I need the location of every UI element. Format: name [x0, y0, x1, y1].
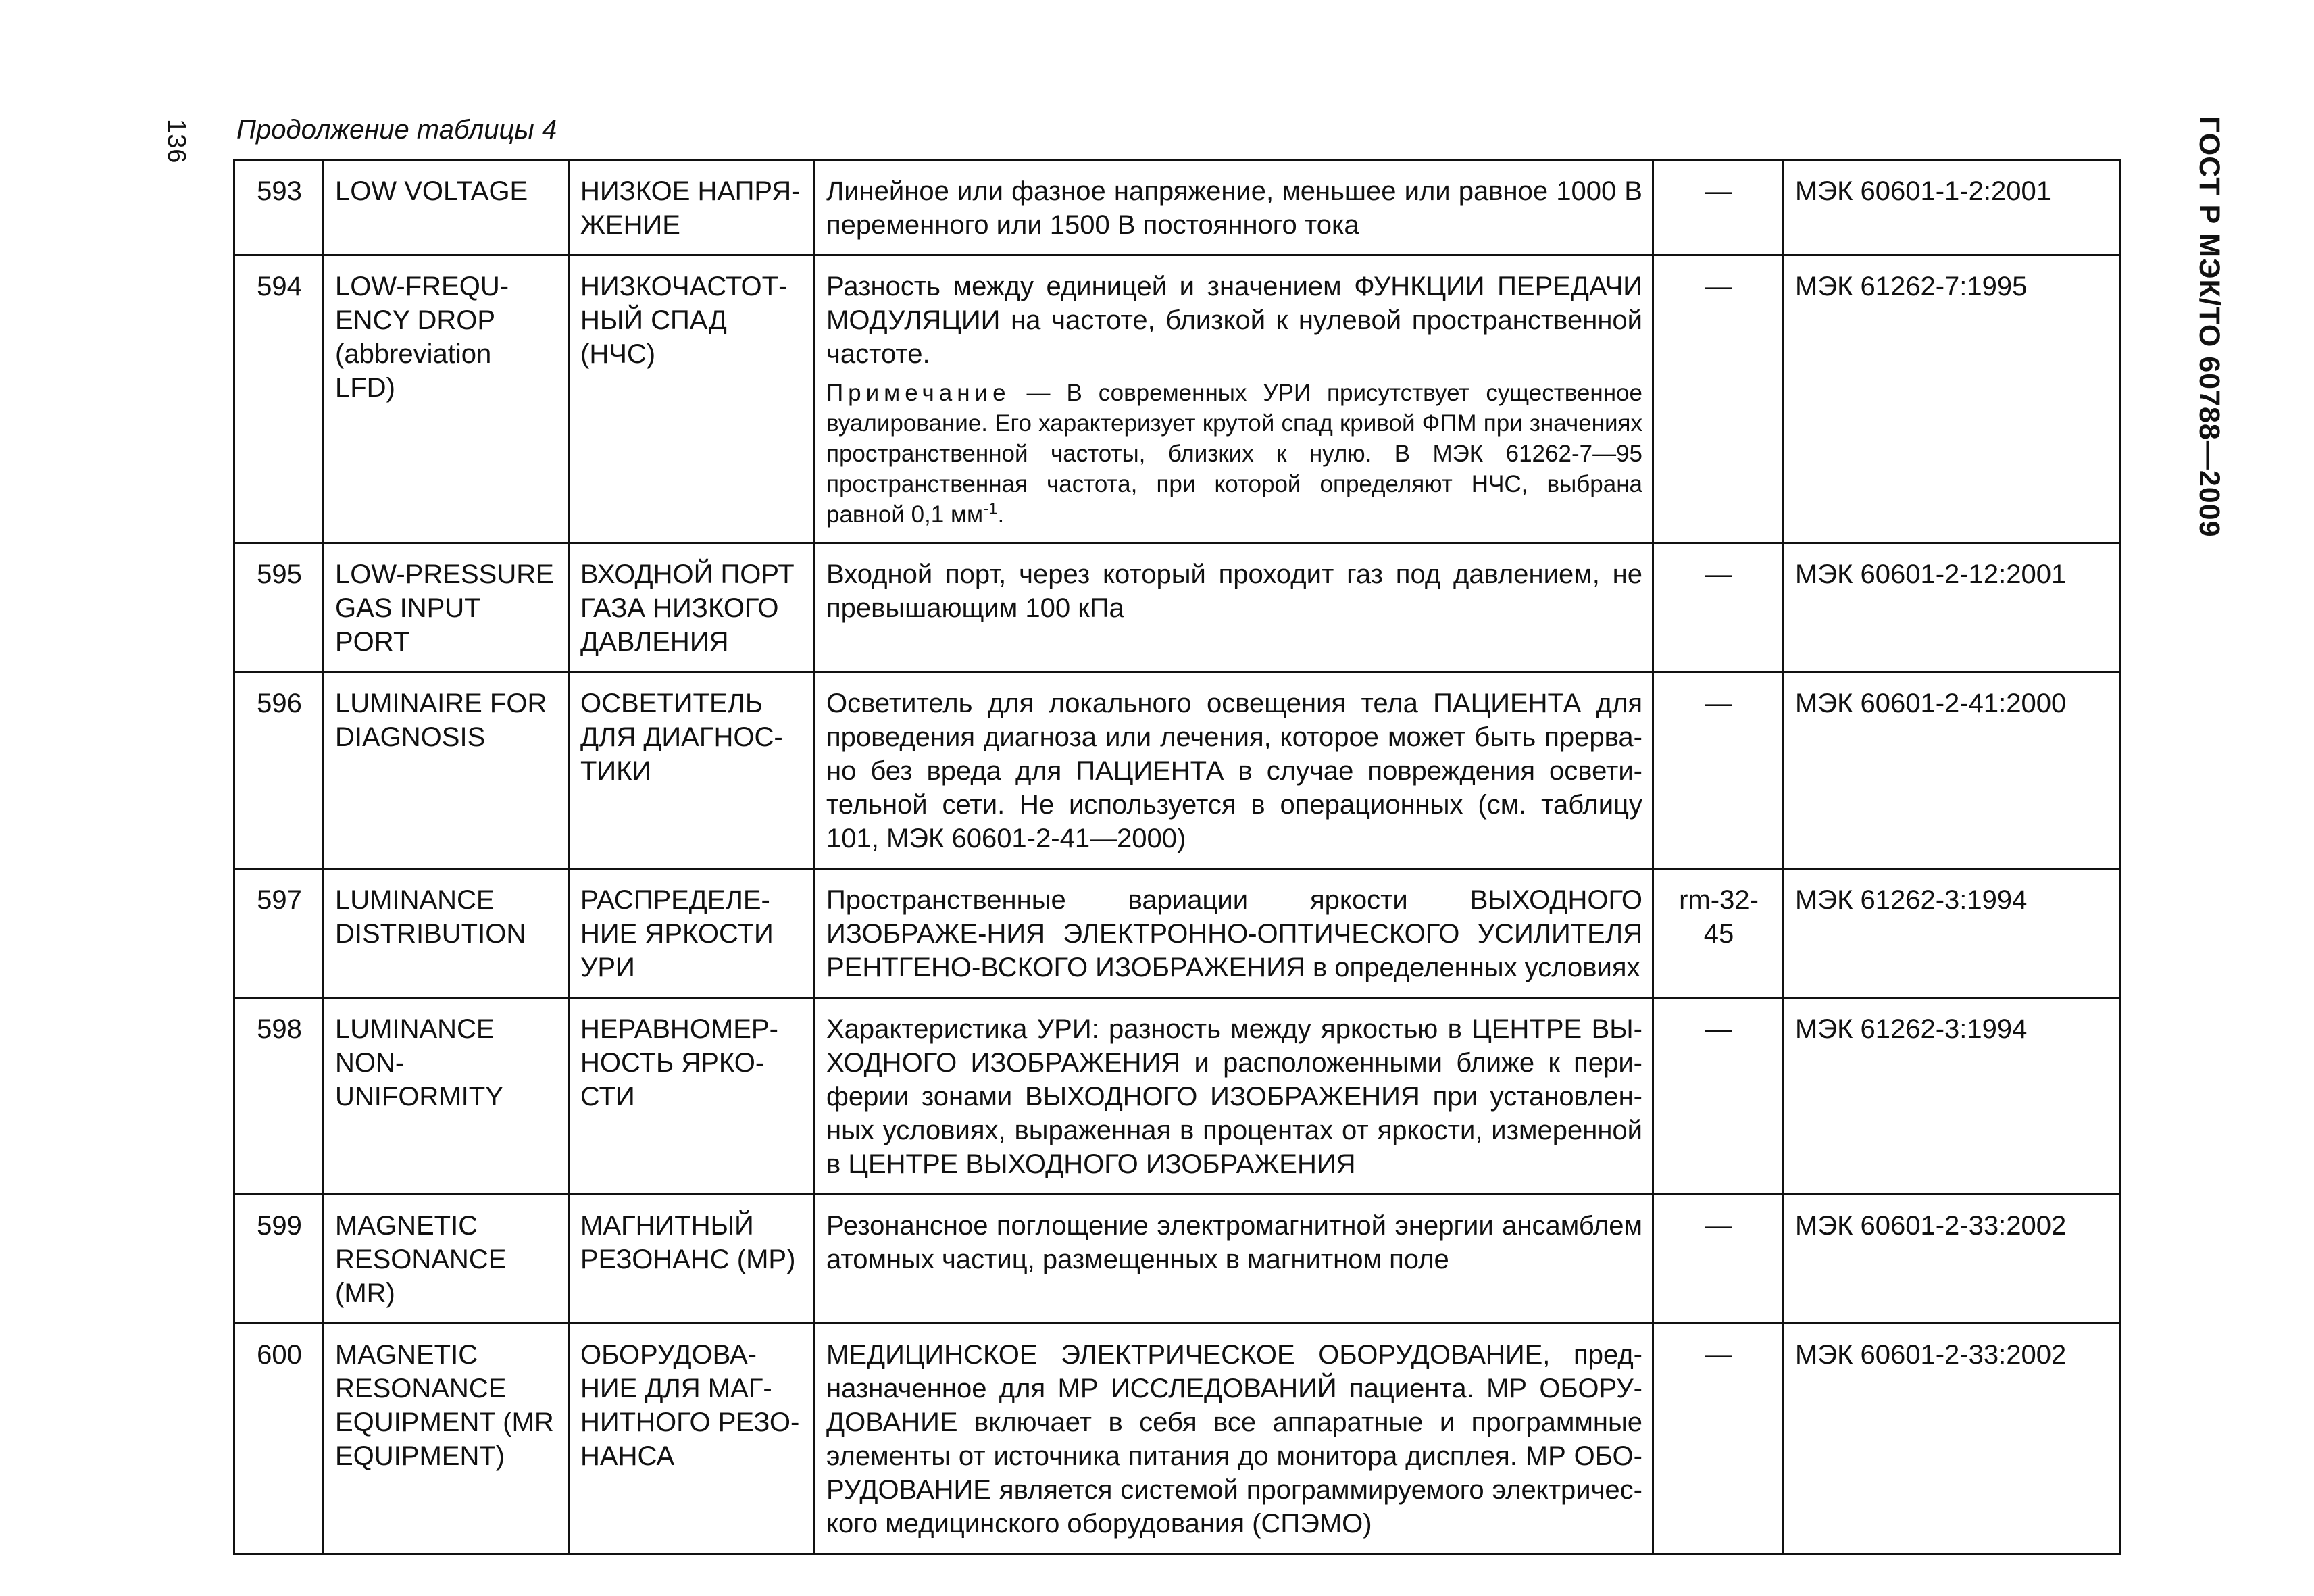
- term-symbol: —: [1653, 998, 1784, 1195]
- term-symbol: —: [1653, 1195, 1784, 1324]
- term-symbol: —: [1653, 672, 1784, 869]
- table-continuation-caption: Продолжение таблицы 4: [236, 115, 557, 145]
- term-english: MAGNETIC RESONANCE (MR): [324, 1195, 569, 1324]
- term-source: МЭК 61262-3:1994: [1784, 998, 2121, 1195]
- page-number: 136: [162, 119, 191, 164]
- term-definition: [815, 255, 1653, 543]
- table-row: [234, 672, 2121, 869]
- term-number: 596: [234, 672, 324, 869]
- term-russian: НЕРАВНОМЕР-НОСТЬ ЯРКО-СТИ: [569, 998, 815, 1195]
- term-english: MAGNETIC RESONANCE EQUIPMENT (MR EQUIPMENT): [324, 1324, 569, 1554]
- term-english: LUMINANCE DISTRIBUTION: [324, 869, 569, 998]
- term-source: МЭК 60601-2-41:2000: [1784, 672, 2121, 869]
- term-number: 598: [234, 998, 324, 1195]
- term-symbol: —: [1653, 1324, 1784, 1554]
- note-end: .: [997, 501, 1005, 528]
- term-number: 594: [234, 255, 324, 543]
- term-number: 599: [234, 1195, 324, 1324]
- term-russian: НИЗКОЕ НАПРЯ-ЖЕНИЕ: [569, 160, 815, 255]
- term-symbol: —: [1653, 160, 1784, 255]
- note-text: — В современных УРИ присутствует существенное вуалирование. Его характеризует крутой спад кривой ФПМ при значениях пространственной частоты, близких к нулю. В МЭК 61262-7—95 пространственная частота, при которой определяют НЧС, выбрана равной 0,1 мм: [826, 380, 1642, 528]
- term-symbol: —: [1653, 543, 1784, 672]
- term-number: 593: [234, 160, 324, 255]
- term-english: LOW-FREQU-ENCY DROP (abbreviation LFD): [324, 255, 569, 543]
- term-russian: МАГНИТНЫЙ РЕЗОНАНС (МР): [569, 1195, 815, 1324]
- term-source: МЭК 60601-2-33:2002: [1784, 1324, 2121, 1554]
- term-english: LUMINANCE NON-UNIFORMITY: [324, 998, 569, 1195]
- term-symbol: —: [1653, 255, 1784, 543]
- term-source: МЭК 61262-7:1995: [1784, 255, 2121, 543]
- term-definition: Резонансное поглощение электромагнитной энергии ансамблем атомных частиц, размещенных в магнитном поле: [815, 1195, 1653, 1324]
- table-row: [234, 998, 2121, 1195]
- term-source: МЭК 60601-1-2:2001: [1784, 160, 2121, 255]
- table-row: [234, 255, 2121, 543]
- table-row: [234, 869, 2121, 998]
- term-source: МЭК 61262-3:1994: [1784, 869, 2121, 998]
- term-definition: Пространственные вариации яркости ВЫХОДНОГО ИЗОБРАЖЕ-НИЯ ЭЛЕКТРОННО-ОПТИЧЕСКОГО УСИЛИТЕЛЯ РЕНТГЕНО-ВСКОГО ИЗОБРАЖЕНИЯ в определенных условиях: [815, 869, 1653, 998]
- note-label: Примечание: [826, 380, 1011, 406]
- note-superscript: -1: [983, 499, 998, 518]
- term-number: 600: [234, 1324, 324, 1554]
- term-number: 597: [234, 869, 324, 998]
- definition-note: [826, 378, 1642, 530]
- term-definition: Осветитель для локального освещения тела ПАЦИЕНТА для проведения диагноза или лечения, которое может быть прерва-но без вреда для ПАЦИЕНТА в случае повреждения освети-тельной сети. Не используется в операционных (см. таблицу 101, МЭК 60601-2-41—2000): [815, 672, 1653, 869]
- terms-table: [233, 159, 2121, 1555]
- term-definition: Линейное или фазное напряжение, меньшее или равное 1000 В переменного или 1500 В постоянного тока: [815, 160, 1653, 255]
- term-russian: ОСВЕТИТЕЛЬ ДЛЯ ДИАГНОС-ТИКИ: [569, 672, 815, 869]
- term-source: МЭК 60601-2-12:2001: [1784, 543, 2121, 672]
- term-english: LOW VOLTAGE: [324, 160, 569, 255]
- term-russian: ВХОДНОЙ ПОРТ ГАЗА НИЗКОГО ДАВЛЕНИЯ: [569, 543, 815, 672]
- table-row: [234, 160, 2121, 255]
- term-english: LUMINAIRE FOR DIAGNOSIS: [324, 672, 569, 869]
- definition-text: Разность между единицей и значением ФУНКЦИИ ПЕРЕДАЧИ МОДУЛЯЦИИ на частоте, близкой к нулевой пространственной частоте.: [826, 272, 1642, 369]
- term-russian: ОБОРУДОВА-НИЕ ДЛЯ МАГ-НИТНОГО РЕЗО-НАНСА: [569, 1324, 815, 1554]
- term-number: 595: [234, 543, 324, 672]
- term-source: МЭК 60601-2-33:2002: [1784, 1195, 2121, 1324]
- term-symbol: rm-32-45: [1653, 869, 1784, 998]
- table-row: [234, 543, 2121, 672]
- term-english: LOW-PRESSURE GAS INPUT PORT: [324, 543, 569, 672]
- term-russian: РАСПРЕДЕЛЕ-НИЕ ЯРКОСТИ УРИ: [569, 869, 815, 998]
- term-definition: Характеристика УРИ: разность между яркостью в ЦЕНТРЕ ВЫ-ХОДНОГО ИЗОБРАЖЕНИЯ и расположенными ближе к пери-ферии зонами ВЫХОДНОГО ИЗОБРАЖЕНИЯ при установлен-ных условиях, выраженная в процентах от яркости, измеренной в ЦЕНТРЕ ВЫХОДНОГО ИЗОБРАЖЕНИЯ: [815, 998, 1653, 1195]
- table-row: [234, 1324, 2121, 1554]
- table-row: [234, 1195, 2121, 1324]
- term-russian: НИЗКОЧАСТОТ-НЫЙ СПАД (НЧС): [569, 255, 815, 543]
- term-definition: МЕДИЦИНСКОЕ ЭЛЕКТРИЧЕСКОЕ ОБОРУДОВАНИЕ, пред-назначенное для МР ИССЛЕДОВАНИЙ пациента. МР ОБОРУ-ДОВАНИЕ включает в себя все аппаратные и программные элементы от источника питания до монитора дисплея. МР ОБО-РУДОВАНИЕ является системой программируемого электричес-кого медицинского оборудования (СПЭМО): [815, 1324, 1653, 1554]
- term-definition: Входной порт, через который проходит газ под давлением, не превышающим 100 кПа: [815, 543, 1653, 672]
- document-code: ГОСТ Р МЭК/ТО 60788—2009: [2193, 116, 2225, 538]
